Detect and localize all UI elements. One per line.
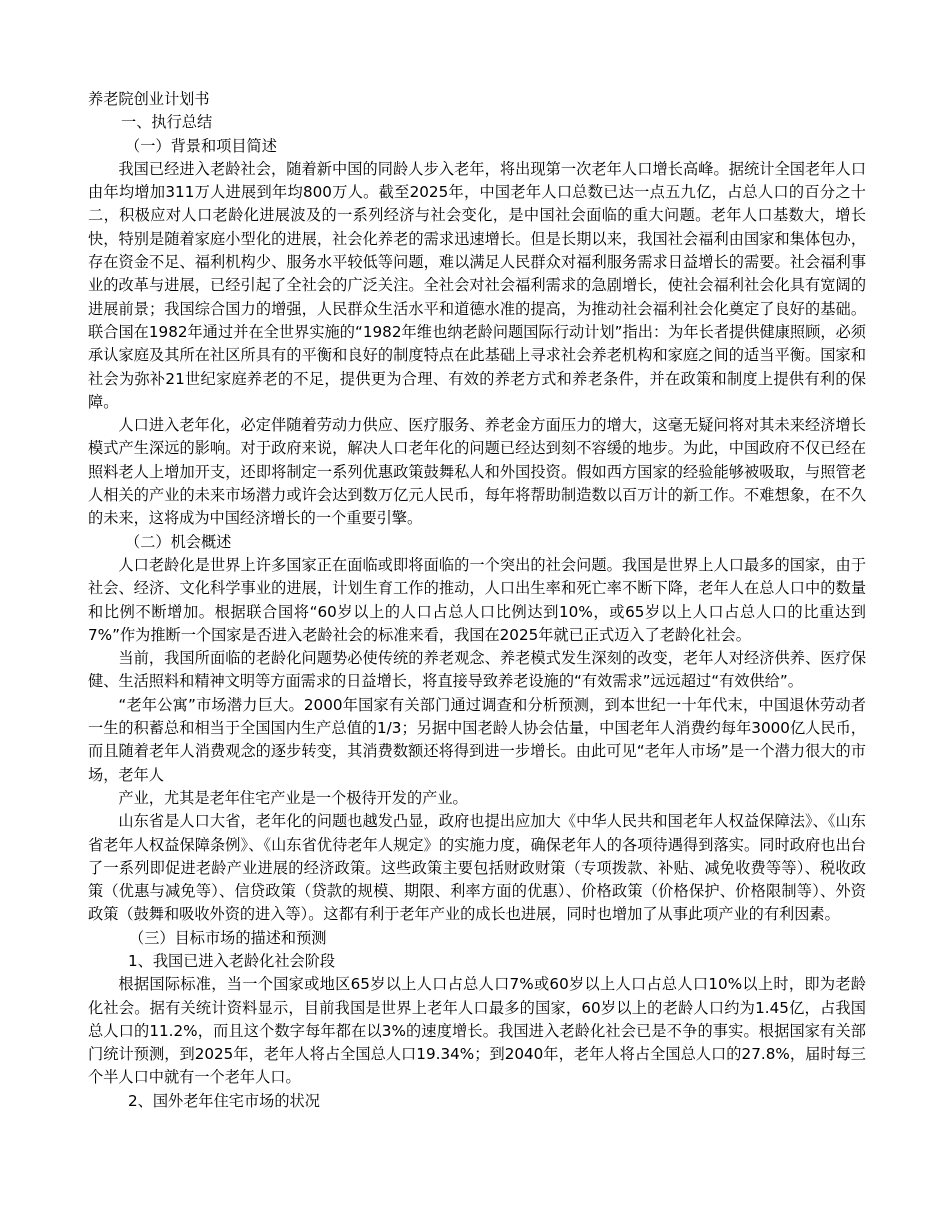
section-heading-executive-summary: 一、执行总结: [121, 113, 213, 132]
paragraph-international-standard: 根据国际标准，当一个国家或地区65岁以上人口占总人口7%或60岁以上人口占总人口10%以上时，即为老龄化社会。据有关统计资料显示，目前我国是世界上老年人口最多的国家，60岁以上的老龄人口约为1.45亿，占我国总人口的11.2%，而且这个数字每年都在以3%的速度增长。我国进入老龄化社会已是不争的事实。根据国家有关部门统计预测，到2025年，老年人将占全国总人口19.34%；到2040年，老年人将占全国总人口的27.8%，届时每三个半人口中就有一个老年人口。: [88, 975, 866, 1087]
paragraph-industry: 产业，尤其是老年住宅产业是一个极待开发的产业。: [118, 788, 468, 807]
subsection-heading-background: （一）背景和项目简述: [125, 136, 277, 155]
list-item-aging-stage: 1、我国已进入老龄化社会阶段: [128, 951, 336, 970]
paragraph-background: 我国已经进入老龄社会，随着新中国的同龄人步入老年，将出现第一次老年人口增长高峰。据统计全国老年人口由年均增加311万人进展到年均800万人。截至2025年，中国老年人口总数已达一点五九亿，占总人口的百分之十二，积极应对人口老龄化进展波及的一系列经济与社会变化，是中国社会面临的重大问题。老年人口基数大，增长快，特别是随着家庭小型化的进展，社会化养老的需求迅速增长。但是长期以来，我国社会福利由国家和集体包办，存在资金不足、福利机构少、服务水平较低等问题，难以满足人民群众对福利服务需求日益增长的需要。社会福利事业的改革与进展，已经引起了全社会的广泛关注。全社会对社会福利需求的急剧增长，使社会福利社会化具有宽阔的进展前景；我国综合国力的增强，人民群众生活水平和道德水准的提高，为推动社会福利社会化奠定了良好的基础。联合国在1982年通过并在全世界实施的“1982年维也纳老龄问题国际行动计划”指出：为年长者提供健康照顾，必须承认家庭及其所在社区所具有的平衡和良好的制度特点在此基础上寻求社会养老机构和家庭之间的适当平衡。国家和社会为弥补21世纪家庭养老的不足，提供更为合理、有效的养老方式和养老条件，并在政策和制度上提供有利的保障。: [88, 159, 866, 411]
paragraph-shandong-policy: 山东省是人口大省，老年化的问题也越发凸显，政府也提出应加大《中华人民共和国老年人权益保障法》、《山东省老年人权益保障条例》、《山东省优待老年人规定》的实施力度，确保老年人的各项待遇得到落实。同时政府也出台了一系列即促进老龄产业进展的经济政策。这些政策主要包括财政财策（专项拨款、补贴、减免收费等等）、税收政策（优惠与减免等）、信贷政策（贷款的规模、期限、利率方面的优惠）、价格政策（价格保护、价格限制等）、外资政策（鼓舞和吸收外资的进入等）。这都有利于老年产业的成长也进展，同时也增加了从事此项产业的有利因素。: [88, 812, 866, 924]
document-title: 养老院创业计划书: [88, 90, 210, 108]
document-page: [88, 88, 866, 1113]
list-item-foreign-housing-market: 2、国外老年住宅市场的状况: [128, 1091, 320, 1110]
paragraph-economic-impact: 人口进入老年化，必定伴随着劳动力供应、医疗服务、养老金方面压力的增大，这毫无疑问将对其未来经济增长模式产生深远的影响。对于政府来说，解决人口老年化的问题已经达到刻不容缓的地步。为此，中国政府不仅已经在照料老人上增加开支，还即将制定一系列优惠政策鼓舞私人和外国投资。假如西方国家的经验能够被吸取，与照管老人相关的产业的未来市场潜力或许会达到数万亿元人民币，每年将帮助制造数以百万计的新工作。不难想象，在不久的未来，这将成为中国经济增长的一个重要引擎。: [88, 416, 866, 528]
paragraph-market-potential: “老年公寓”市场潜力巨大。2000年国家有关部门通过调查和分析预测，到本世纪一十年代末，中国退休劳动者一生的积蓄总和相当于全国国内生产总值的1/3；另据中国老龄人协会估量，中国老年人消费约每年3000亿人民币，而且随着老年人消费观念的逐步转变，其消费数额还将得到进一步增长。由此可见“老年人市场”是一个潜力很大的市场，老年人: [88, 695, 866, 784]
subsection-heading-target-market: （三）目标市场的描述和预测: [129, 928, 327, 947]
subsection-heading-opportunity: （二）机会概述: [125, 532, 232, 551]
paragraph-aging-problem: 人口老龄化是世界上许多国家正在面临或即将面临的一个突出的社会问题。我国是世界上人口最多的国家，由于社会、经济、文化科学事业的进展，计划生育工作的推动，人口出生率和死亡率不断下降，老年人在总人口中的数量和比例不断增加。根据联合国将“60岁以上的人口占总人口比例达到10%，或65岁以上人口占总人口的比重达到7%”作为推断一个国家是否进入老龄社会的标准来看，我国在2025年就已正式迈入了老龄化社会。: [88, 555, 866, 644]
paragraph-current-situation: 当前，我国所面临的老龄化问题势必使传统的养老观念、养老模式发生深刻的改变，老年人对经济供养、医疗保健、生活照料和精神文明等方面需求的日益增长，将直接导致养老设施的“有效需求”远远超过“有效供给”。: [88, 649, 866, 691]
